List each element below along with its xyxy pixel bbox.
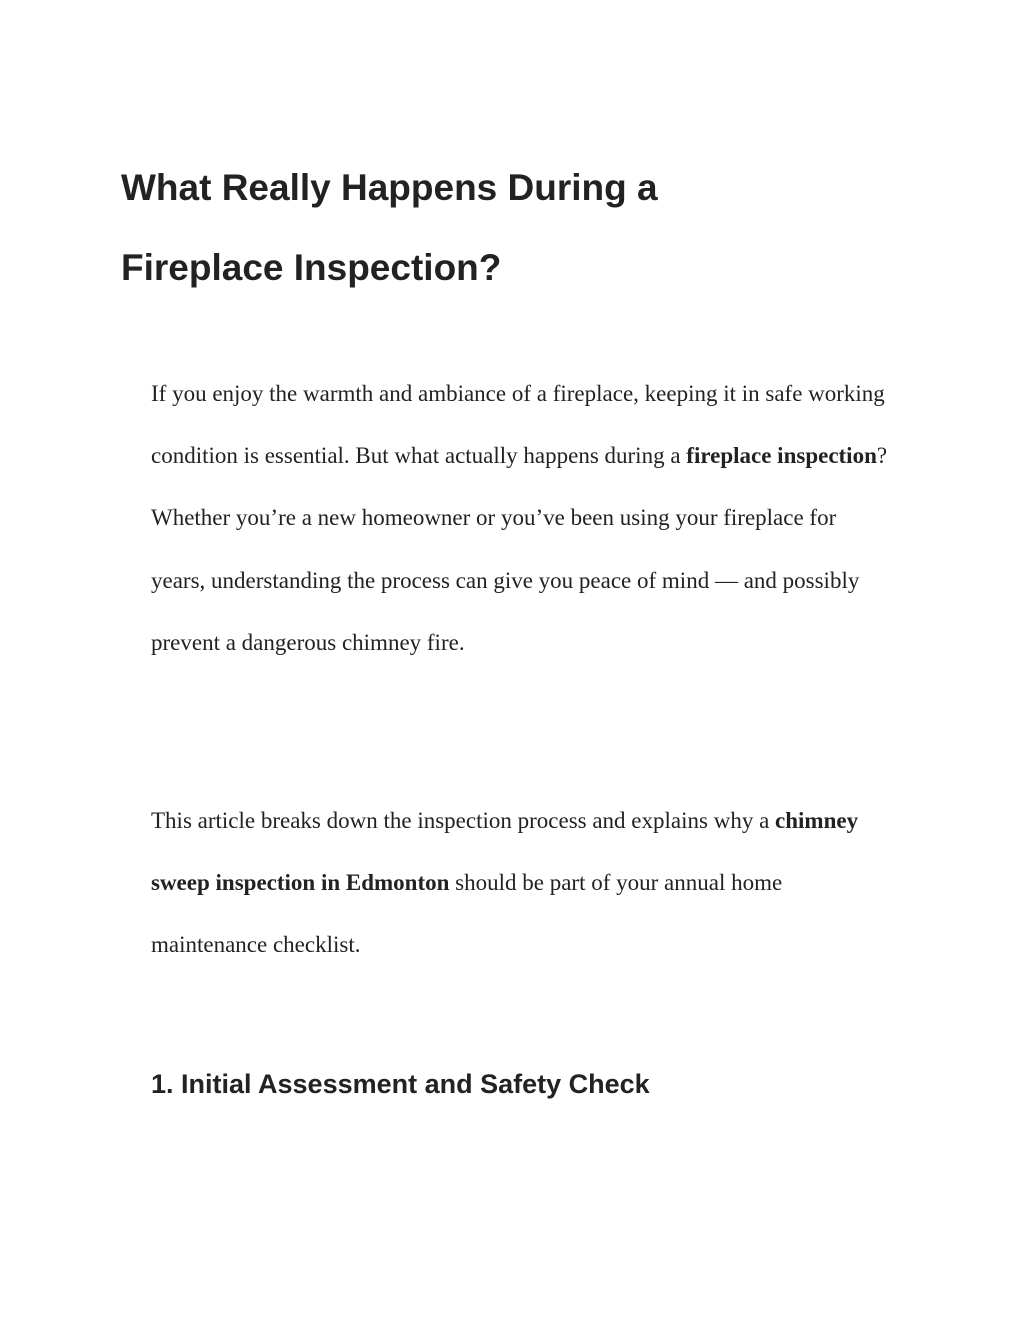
fireplace-inspection-keyword: fireplace inspection: [686, 443, 877, 469]
intro-paragraph: [151, 363, 891, 674]
overview-text-start: This article breaks down the inspection process and explains why a: [151, 808, 776, 833]
overview-paragraph: [151, 790, 891, 977]
chimney-sweep-keyword: chimney sweep inspection in Edmonton: [151, 808, 859, 896]
overview-text-end: should be part of your annual home maintenance checklist.: [151, 870, 783, 958]
section-heading-initial-assessment: 1. Initial Assessment and Safety Check: [151, 1069, 650, 1099]
intro-text-start: If you enjoy the warmth and ambiance of a fireplace, keeping it in safe working condition is essential. But what actually happens during a: [151, 381, 885, 469]
page-title: [121, 148, 881, 308]
title-line-2: Fireplace Inspection?: [121, 247, 502, 288]
title-line-1: What Really Happens During a: [121, 167, 658, 208]
intro-text-end: ? Whether you’re a new homeowner or you’ve been using your fireplace for years, understanding the process can give you peace of mind — and possibly prevent a dangerous chimney fire.: [151, 443, 888, 655]
